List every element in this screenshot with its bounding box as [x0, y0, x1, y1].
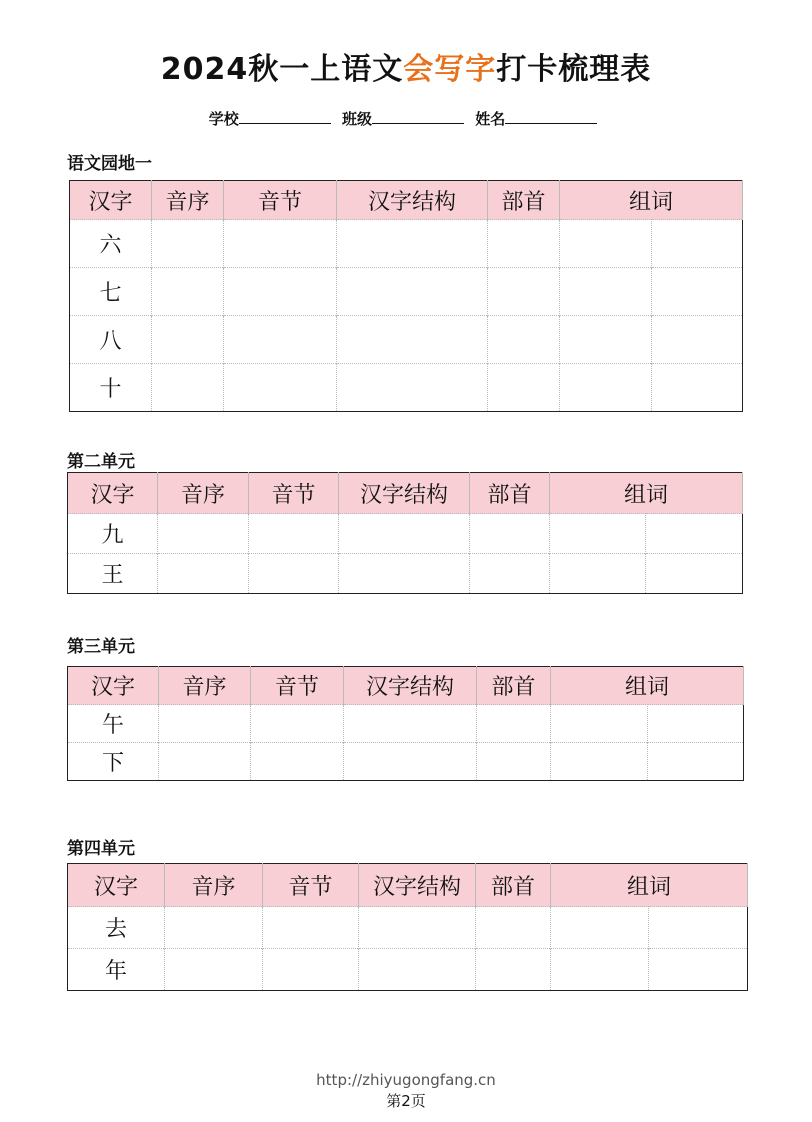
input-cell[interactable] — [652, 268, 743, 316]
class-blank[interactable] — [372, 109, 464, 124]
school-label: 学校 — [208, 110, 239, 128]
char-cell: 八 — [70, 316, 152, 364]
header-initial: 音序 — [159, 667, 251, 705]
table-row — [68, 907, 748, 949]
input-cell[interactable] — [152, 220, 224, 268]
input-cell[interactable] — [550, 514, 646, 554]
table-row — [68, 705, 744, 743]
header-char: 汉字 — [68, 473, 158, 514]
header-syllable: 音节 — [249, 473, 339, 514]
input-cell[interactable] — [652, 364, 743, 412]
input-cell[interactable] — [551, 907, 649, 949]
input-cell[interactable] — [551, 705, 648, 743]
input-cell[interactable] — [249, 514, 339, 554]
section-title: 语文园地一 — [67, 154, 152, 174]
input-cell[interactable] — [224, 316, 337, 364]
input-cell[interactable] — [159, 705, 251, 743]
header-syllable: 音节 — [224, 181, 337, 220]
table-row — [70, 364, 743, 412]
footer-url[interactable]: http://zhiyugongfang.cn — [316, 1071, 496, 1089]
input-cell[interactable] — [560, 316, 652, 364]
student-info-line — [0, 108, 812, 129]
header-words: 组词 — [550, 473, 743, 514]
header-radical: 部首 — [476, 864, 551, 907]
input-cell[interactable] — [224, 268, 337, 316]
header-structure: 汉字结构 — [359, 864, 476, 907]
input-cell[interactable] — [359, 907, 476, 949]
header-radical: 部首 — [477, 667, 551, 705]
school-blank[interactable] — [239, 109, 331, 124]
char-cell: 九 — [68, 514, 158, 554]
input-cell[interactable] — [551, 949, 649, 991]
input-cell[interactable] — [152, 316, 224, 364]
header-syllable: 音节 — [251, 667, 344, 705]
header-words: 组词 — [551, 864, 748, 907]
input-cell[interactable] — [646, 554, 743, 594]
input-cell[interactable] — [159, 743, 251, 781]
input-cell[interactable] — [339, 514, 470, 554]
page-number: 第2页 — [386, 1092, 426, 1110]
header-initial: 音序 — [158, 473, 249, 514]
header-structure: 汉字结构 — [337, 181, 488, 220]
class-label: 班级 — [341, 110, 372, 128]
char-cell: 七 — [70, 268, 152, 316]
title-suffix: 打卡梳理表 — [496, 52, 652, 87]
char-cell: 十 — [70, 364, 152, 412]
header-radical: 部首 — [470, 473, 550, 514]
input-cell[interactable] — [158, 514, 249, 554]
input-cell[interactable] — [470, 554, 550, 594]
input-cell[interactable] — [251, 743, 344, 781]
header-syllable: 音节 — [263, 864, 359, 907]
input-cell[interactable] — [646, 514, 743, 554]
input-cell[interactable] — [488, 268, 560, 316]
input-cell[interactable] — [652, 220, 743, 268]
input-cell[interactable] — [560, 364, 652, 412]
char-cell: 下 — [68, 743, 159, 781]
input-cell[interactable] — [251, 705, 344, 743]
input-cell[interactable] — [560, 220, 652, 268]
char-cell: 王 — [68, 554, 158, 594]
table-row — [70, 316, 743, 364]
input-cell[interactable] — [263, 907, 359, 949]
table-row — [68, 554, 743, 594]
section-title: 第二单元 — [67, 452, 135, 472]
header-char: 汉字 — [68, 667, 159, 705]
input-cell[interactable] — [652, 316, 743, 364]
input-cell[interactable] — [339, 554, 470, 594]
header-words: 组词 — [560, 181, 743, 220]
input-cell[interactable] — [488, 220, 560, 268]
title-highlight: 会写字 — [403, 52, 497, 87]
input-cell[interactable] — [337, 268, 488, 316]
name-label: 姓名 — [475, 110, 506, 128]
char-cell: 六 — [70, 220, 152, 268]
header-radical: 部首 — [488, 181, 560, 220]
header-initial: 音序 — [152, 181, 224, 220]
char-cell: 去 — [68, 907, 165, 949]
input-cell[interactable] — [224, 220, 337, 268]
input-cell[interactable] — [550, 554, 646, 594]
name-blank[interactable] — [505, 109, 597, 124]
section-table — [67, 472, 743, 594]
header-structure: 汉字结构 — [339, 473, 470, 514]
table-row — [70, 268, 743, 316]
input-cell[interactable] — [152, 364, 224, 412]
input-cell[interactable] — [337, 220, 488, 268]
input-cell[interactable] — [249, 554, 339, 594]
input-cell[interactable] — [158, 554, 249, 594]
input-cell[interactable] — [488, 364, 560, 412]
input-cell[interactable] — [337, 364, 488, 412]
header-initial: 音序 — [165, 864, 263, 907]
input-cell[interactable] — [263, 949, 359, 991]
input-cell[interactable] — [337, 316, 488, 364]
page-title — [0, 44, 812, 88]
input-cell[interactable] — [488, 316, 560, 364]
input-cell[interactable] — [152, 268, 224, 316]
input-cell[interactable] — [476, 949, 551, 991]
header-words: 组词 — [551, 667, 744, 705]
char-cell: 午 — [68, 705, 159, 743]
input-cell[interactable] — [648, 705, 744, 743]
input-cell[interactable] — [649, 907, 748, 949]
input-cell[interactable] — [476, 907, 551, 949]
section-title: 第四单元 — [67, 839, 135, 859]
input-cell[interactable] — [477, 743, 551, 781]
header-char: 汉字 — [70, 181, 152, 220]
input-cell[interactable] — [649, 949, 748, 991]
section-table — [67, 863, 748, 991]
input-cell[interactable] — [344, 743, 477, 781]
input-cell[interactable] — [344, 705, 477, 743]
table-row — [68, 514, 743, 554]
input-cell[interactable] — [470, 514, 550, 554]
section-title: 第三单元 — [67, 637, 135, 657]
input-cell[interactable] — [551, 743, 648, 781]
input-cell[interactable] — [560, 268, 652, 316]
input-cell[interactable] — [648, 743, 744, 781]
table-row — [70, 220, 743, 268]
header-structure: 汉字结构 — [344, 667, 477, 705]
section-table — [67, 666, 744, 781]
title-prefix: 2024秋一上语文 — [160, 52, 404, 87]
input-cell[interactable] — [359, 949, 476, 991]
header-char: 汉字 — [68, 864, 165, 907]
section-table — [69, 180, 743, 412]
input-cell[interactable] — [477, 705, 551, 743]
input-cell[interactable] — [224, 364, 337, 412]
input-cell[interactable] — [165, 907, 263, 949]
char-cell: 年 — [68, 949, 165, 991]
table-row — [68, 743, 744, 781]
input-cell[interactable] — [165, 949, 263, 991]
table-row — [68, 949, 748, 991]
